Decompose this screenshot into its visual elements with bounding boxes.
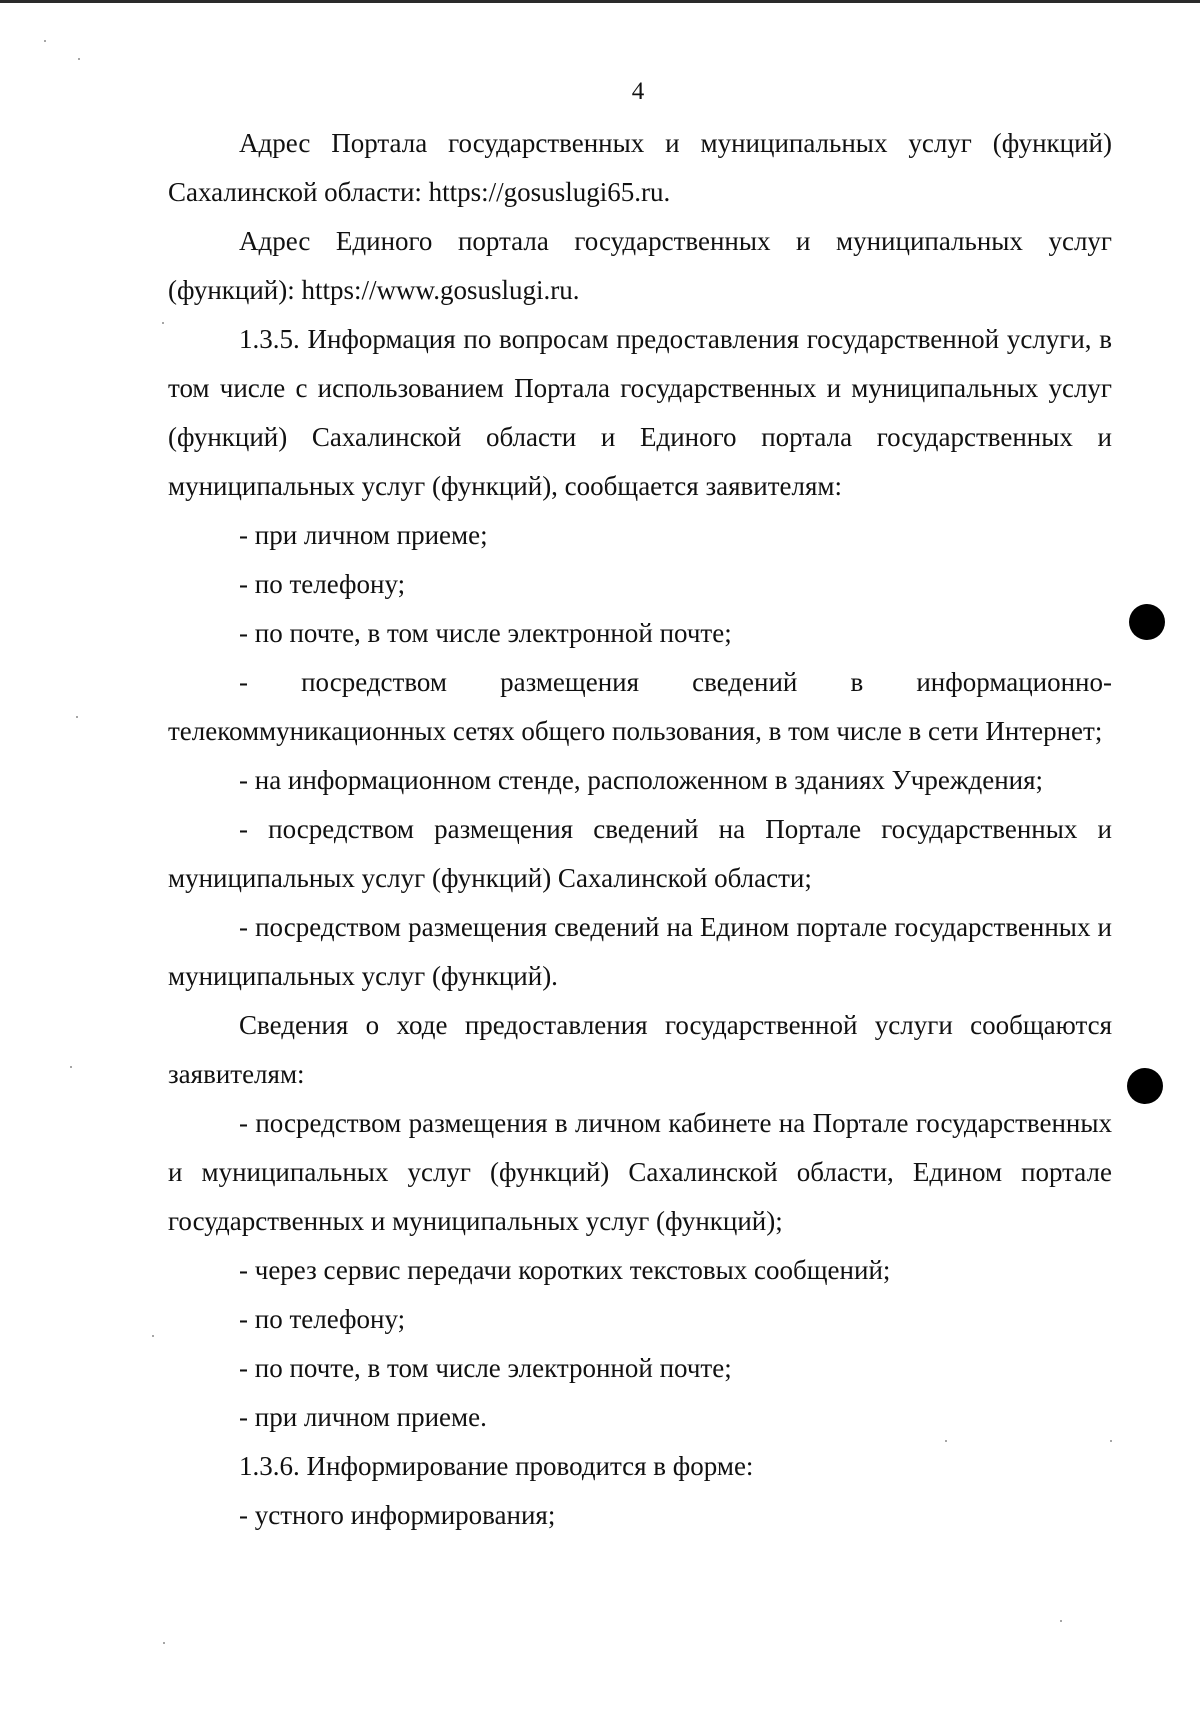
scan-speck [76,716,78,718]
list-item-personal-visit: - при личном приеме; [239,520,488,550]
list-item-sms: - через сервис передачи коротких текстовых сообщений; [239,1255,891,1285]
scan-speck [70,1066,72,1068]
list-item-internet: - посредством размещения сведений в информационно-телекоммуникационных сетях общего пользования, в том числе в сети Интернет; [168,667,1112,746]
scan-speck [1060,1620,1062,1622]
list-item-progress-mail: - по почте, в том числе электронной почте; [239,1353,732,1383]
paragraph-portal-address: Адрес Портала государственных и муниципальных услуг (функций) Сахалинской области: https://gosuslugi65.ru. [168,128,1112,207]
scan-speck [152,1335,154,1337]
list-item-personal-cabinet: - посредством размещения в личном кабинете на Портале государственных и муниципальных услуг (функций) Сахалинской области, Едином портале государственных и муниципальных услуг (функций); [168,1108,1112,1236]
list-item-progress-phone: - по телефону; [239,1304,406,1334]
paragraph-progress-info: Сведения о ходе предоставления государственной услуги сообщаются заявителям: [168,1010,1112,1089]
binding-hole-mark [1129,604,1165,640]
scan-speck [44,40,46,42]
binding-hole-mark [1127,1068,1163,1104]
scan-speck [1110,1440,1112,1442]
list-item-progress-personal: - при личном приеме. [239,1402,487,1432]
paragraph-clause-1-3-6: 1.3.6. Информирование проводится в форме: [239,1451,754,1481]
list-item-oral: - устного информирования; [239,1500,556,1530]
paragraph-unified-portal-address: Адрес Единого портала государственных и муниципальных услуг (функций): https://www.gosuslugi.ru. [168,226,1112,305]
document-body [168,119,1112,1540]
scan-speck [162,322,164,324]
list-item-unified-portal: - посредством размещения сведений на Едином портале государственных и муниципальных услуг (функций). [168,912,1112,991]
scan-speck [163,1642,165,1644]
paragraph-clause-1-3-5: 1.3.5. Информация по вопросам предоставления государственной услуги, в том числе с использованием Портала государственных и муниципальных услуг (функций) Сахалинской области и Единого портала государственных и муниципальных услуг (функций), сообщается заявителям: [168,324,1112,501]
list-item-mail: - по почте, в том числе электронной почте; [239,618,732,648]
scan-speck [945,1440,947,1442]
scan-speck [78,58,80,60]
list-item-phone: - по телефону; [239,569,406,599]
top-border-line [0,0,1200,3]
list-item-regional-portal: - посредством размещения сведений на Портале государственных и муниципальных услуг (функций) Сахалинской области; [168,814,1112,893]
page-number: 4 [631,78,645,105]
list-item-info-stand: - на информационном стенде, расположенном в зданиях Учреждения; [239,765,1044,795]
